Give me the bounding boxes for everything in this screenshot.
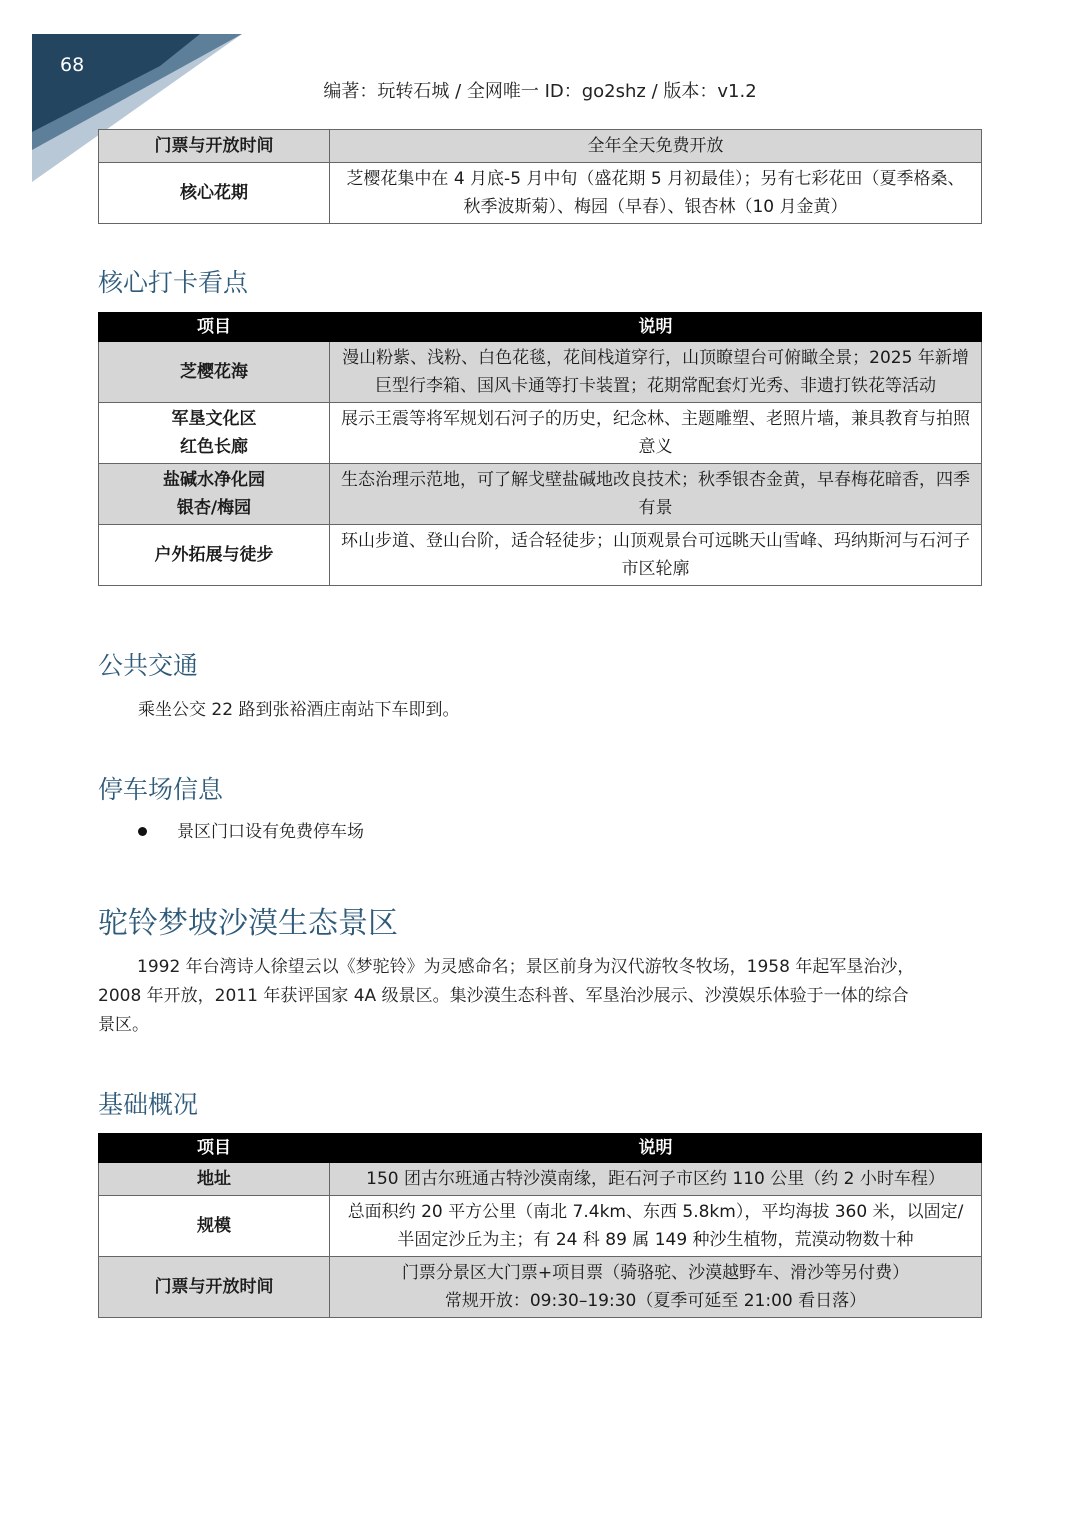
section-heading-spots: 核心打卡看点 (98, 268, 249, 297)
column-header-desc: 说明 (330, 1134, 982, 1163)
table-row (99, 163, 982, 224)
table-row (99, 464, 982, 525)
row-key: 芝樱花海 (99, 342, 330, 403)
row-key: 地址 (99, 1163, 330, 1196)
bullet-icon (138, 827, 147, 836)
row-key: 门票与开放时间 (99, 1257, 330, 1318)
section-title-desert: 驼铃梦坡沙漠生态景区 (98, 906, 398, 941)
section-heading-transport: 公共交通 (98, 651, 199, 680)
column-header-desc: 说明 (330, 313, 982, 342)
spots-table (98, 312, 982, 586)
row-value: 总面积约 20 平方公里（南北 7.4km、东西 5.8km），平均海拔 360 米，以固定/半固定沙丘为主；有 24 科 89 属 149 种沙生植物，荒漠动物数十种 (330, 1196, 982, 1257)
running-header: 编著：玩转石城 / 全网唯一 ID：go2shz / 版本：v1.2 (323, 81, 757, 102)
top-info-table (98, 129, 982, 224)
row-value (330, 1257, 982, 1318)
column-header-item: 项目 (99, 1134, 330, 1163)
row-value: 150 团古尔班通古特沙漠南缘，距石河子市区约 110 公里（约 2 小时车程） (330, 1163, 982, 1196)
table-row (99, 403, 982, 464)
table-row (99, 342, 982, 403)
table-row (99, 130, 982, 163)
row-key-line: 红色长廊 (180, 437, 248, 457)
row-value-line: 门票分景区大门票+项目票（骑骆驼、沙漠越野车、滑沙等另付费） (401, 1263, 910, 1283)
transport-text: 乘坐公交 22 路到张裕酒庄南站下车即到。 (138, 700, 460, 720)
row-key: 户外拓展与徒步 (99, 525, 330, 586)
table-row (99, 1163, 982, 1196)
table-header-row (99, 313, 982, 342)
row-value-line: 常规开放：09:30–19:30（夏季可延至 21:00 看日落） (444, 1291, 867, 1311)
row-key (99, 403, 330, 464)
basics-table (98, 1133, 982, 1318)
section-heading-basics: 基础概况 (98, 1090, 199, 1119)
row-key: 规模 (99, 1196, 330, 1257)
row-value: 环山步道、登山台阶，适合轻徒步；山顶观景台可远眺天山雪峰、玛纳斯河与石河子市区轮廓 (330, 525, 982, 586)
desert-intro-line: 景区。 (98, 1015, 149, 1035)
desert-intro-line: 2008 年开放，2011 年获评国家 4A 级景区。集沙漠生态科普、军垦治沙展示、沙漠娱乐体验于一体的综合 (98, 986, 909, 1006)
section-heading-parking: 停车场信息 (98, 775, 224, 804)
row-value: 全年全天免费开放 (330, 130, 982, 163)
row-value: 芝樱花集中在 4 月底-5 月中旬（盛花期 5 月初最佳）；另有七彩花田（夏季格桑、秋季波斯菊）、梅园（早春）、银杏林（10 月金黄） (330, 163, 982, 224)
page-number: 68 (60, 54, 85, 76)
row-key: 核心花期 (99, 163, 330, 224)
table-header-row (99, 1134, 982, 1163)
row-value: 展示王震等将军规划石河子的历史，纪念林、主题雕塑、老照片墙，兼具教育与拍照意义 (330, 403, 982, 464)
parking-bullet-text: 景区门口设有免费停车场 (177, 822, 364, 842)
row-value: 漫山粉紫、浅粉、白色花毯，花间栈道穿行，山顶瞭望台可俯瞰全景；2025 年新增巨型行李箱、国风卡通等打卡装置；花期常配套灯光秀、非遗打铁花等活动 (330, 342, 982, 403)
row-key-line: 银杏/梅园 (176, 498, 252, 518)
row-key-line: 盐碱水净化园 (163, 470, 265, 490)
desert-intro-line: 1992 年台湾诗人徐望云以《梦驼铃》为灵感命名；景区前身为汉代游牧冬牧场，1958 年起军垦治沙， (137, 957, 915, 977)
row-value: 生态治理示范地，可了解戈壁盐碱地改良技术；秋季银杏金黄，早春梅花暗香，四季有景 (330, 464, 982, 525)
row-key: 门票与开放时间 (99, 130, 330, 163)
table-row (99, 1257, 982, 1318)
table-row (99, 525, 982, 586)
table-row (99, 1196, 982, 1257)
row-key-line: 军垦文化区 (171, 409, 257, 429)
row-key (99, 464, 330, 525)
column-header-item: 项目 (99, 313, 330, 342)
